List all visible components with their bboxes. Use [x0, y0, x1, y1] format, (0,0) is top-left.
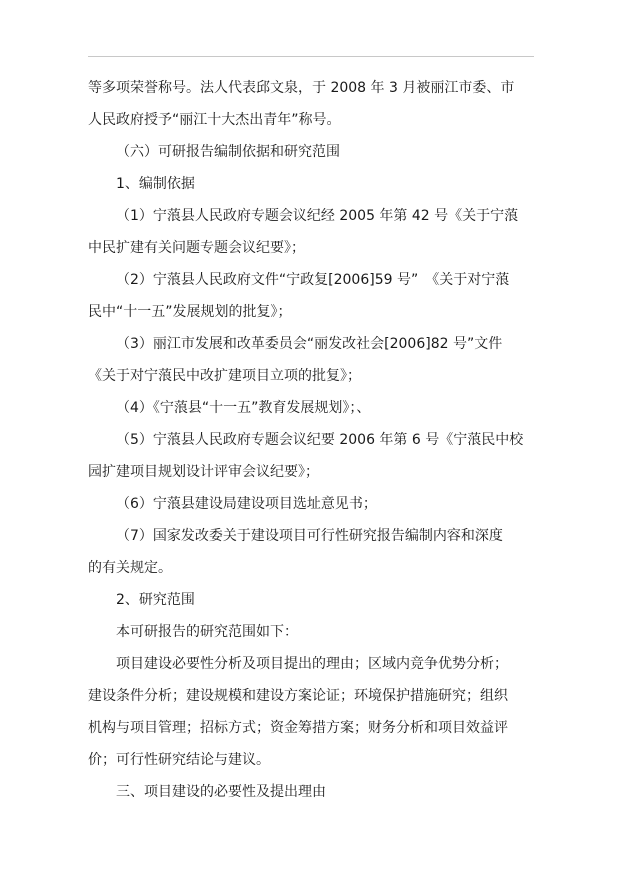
paragraph-line: 价；可行性研究结论与建议。	[88, 752, 270, 768]
paragraph-line: 等多项荣誉称号。法人代表邱文泉，于 2008 年 3 月被丽江市委、市	[88, 80, 515, 96]
paragraph-line: 机构与项目管理；招标方式；资金筹措方案；财务分析和项目效益评	[88, 720, 508, 736]
paragraph-line: 建设条件分析；建设规模和建设方案论证；环境保护措施研究；组织	[88, 688, 508, 704]
list-item-7: （7）国家发改委关于建设项目可行性研究报告编制内容和深度	[116, 528, 503, 544]
list-item-1: （1）宁蒗县人民政府专题会议纪经 2005 年第 42 号《关于宁蒗	[116, 208, 519, 224]
list-item-3: （3）丽江市发展和改革委员会“丽发改社会[2006]82 号”文件	[116, 336, 503, 352]
list-item-4: （4）《宁蒗县“十一五”教育发展规划》；、	[116, 400, 371, 416]
paragraph-line: 本可研报告的研究范围如下：	[116, 624, 298, 640]
list-item-2-cont: 民中“十一五”发展规划的批复》；	[88, 304, 292, 320]
header-rule	[88, 56, 534, 57]
list-item-6: （6）宁蒗县建设局建设项目选址意见书；	[116, 496, 377, 512]
subsection-heading: 1、编制依据	[116, 176, 195, 192]
list-item-1-cont: 中民扩建有关问题专题会议纪要》；	[88, 240, 305, 256]
document-body	[88, 72, 538, 808]
list-item-2: （2）宁蒗县人民政府文件“宁政复[2006]59 号” 《关于对宁蒗	[116, 272, 510, 288]
list-item-7-cont: 的有关规定。	[88, 560, 172, 576]
section-heading: 三、项目建设的必要性及提出理由	[116, 784, 326, 800]
section-heading: （六）可研报告编制依据和研究范围	[116, 144, 340, 160]
subsection-heading: 2、研究范围	[116, 592, 195, 608]
paragraph-line: 人民政府授予“丽江十大杰出青年”称号。	[88, 112, 341, 128]
paragraph-line: 项目建设必要性分析及项目提出的理由；区域内竞争优势分析；	[116, 656, 508, 672]
list-item-3-cont: 《关于对宁蒗民中改扩建项目立项的批复》；	[88, 368, 361, 384]
list-item-5-cont: 园扩建项目规划设计评审会议纪要》；	[88, 464, 319, 480]
list-item-5: （5）宁蒗县人民政府专题会议纪要 2006 年第 6 号《宁蒗民中校	[116, 432, 524, 448]
